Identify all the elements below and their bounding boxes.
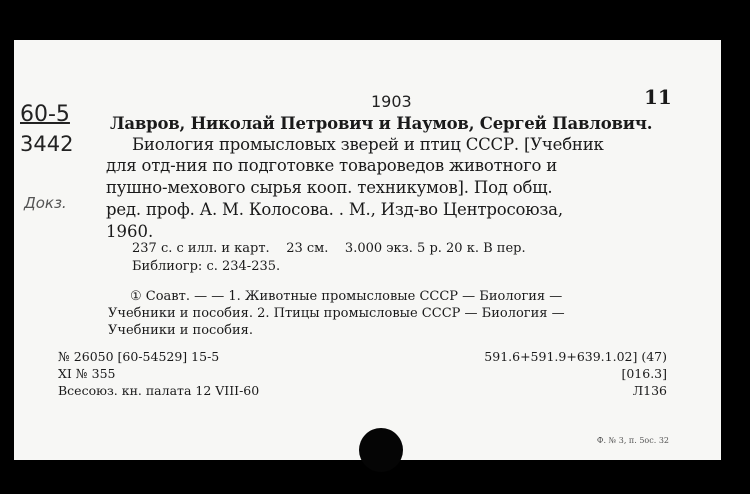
registration-number: № 26050 [60-54529] 15-5 bbox=[58, 349, 220, 364]
authors-heading: Лавров, Николай Петрович и Наумов, Сергей Павлович. bbox=[110, 114, 653, 133]
handwritten-margin-note: Докз. bbox=[24, 194, 67, 212]
card-number: 11 bbox=[644, 85, 672, 109]
title-line: ред. проф. А. М. Колосова. . М., Изд-во Центросоюза, bbox=[106, 200, 563, 219]
handwritten-shelfmark-top: 60-5 bbox=[20, 102, 70, 127]
title-line: 1960. bbox=[106, 222, 154, 241]
card-punch-hole bbox=[359, 428, 403, 472]
handwritten-shelfmark-bottom: 3442 bbox=[20, 132, 74, 156]
title-line: для отд-ния по подготовке товароведов животного и bbox=[106, 156, 558, 175]
author-mark: Л136 bbox=[632, 383, 667, 398]
classification-code: 591.6+591.9+639.1.02] (47) bbox=[484, 349, 667, 364]
registration-number: XI № 355 bbox=[58, 366, 116, 381]
subject-tracing: Учебники и пособия. bbox=[108, 323, 253, 338]
catalog-card bbox=[14, 40, 721, 460]
handwritten-year-correction: 1903 bbox=[371, 92, 412, 111]
subject-tracing: Учебники и пособия. 2. Птицы промысловые СССР — Биология — bbox=[108, 306, 565, 321]
title-line: пушно-мехового сырья кооп. техникумов]. Под общ. bbox=[106, 178, 553, 197]
physical-description: 237 с. с илл. и карт. 23 см. 3.000 экз. 5 р. 20 к. В пер. bbox=[132, 241, 526, 256]
issuing-chamber: Всесоюз. кн. палата 12 VIII-60 bbox=[58, 383, 260, 398]
subject-tracing: ① Соавт. — — 1. Животные промысловые СССР — Биология — bbox=[130, 289, 563, 304]
title-line: Биология промысловых зверей и птиц СССР. [Учебник bbox=[132, 135, 604, 154]
print-mark: Ф. № 3, п. 5ос. 32 bbox=[596, 436, 669, 445]
bibliography-note: Библиогр: с. 234-235. bbox=[132, 259, 281, 274]
classification-code: [016.3] bbox=[621, 366, 667, 381]
